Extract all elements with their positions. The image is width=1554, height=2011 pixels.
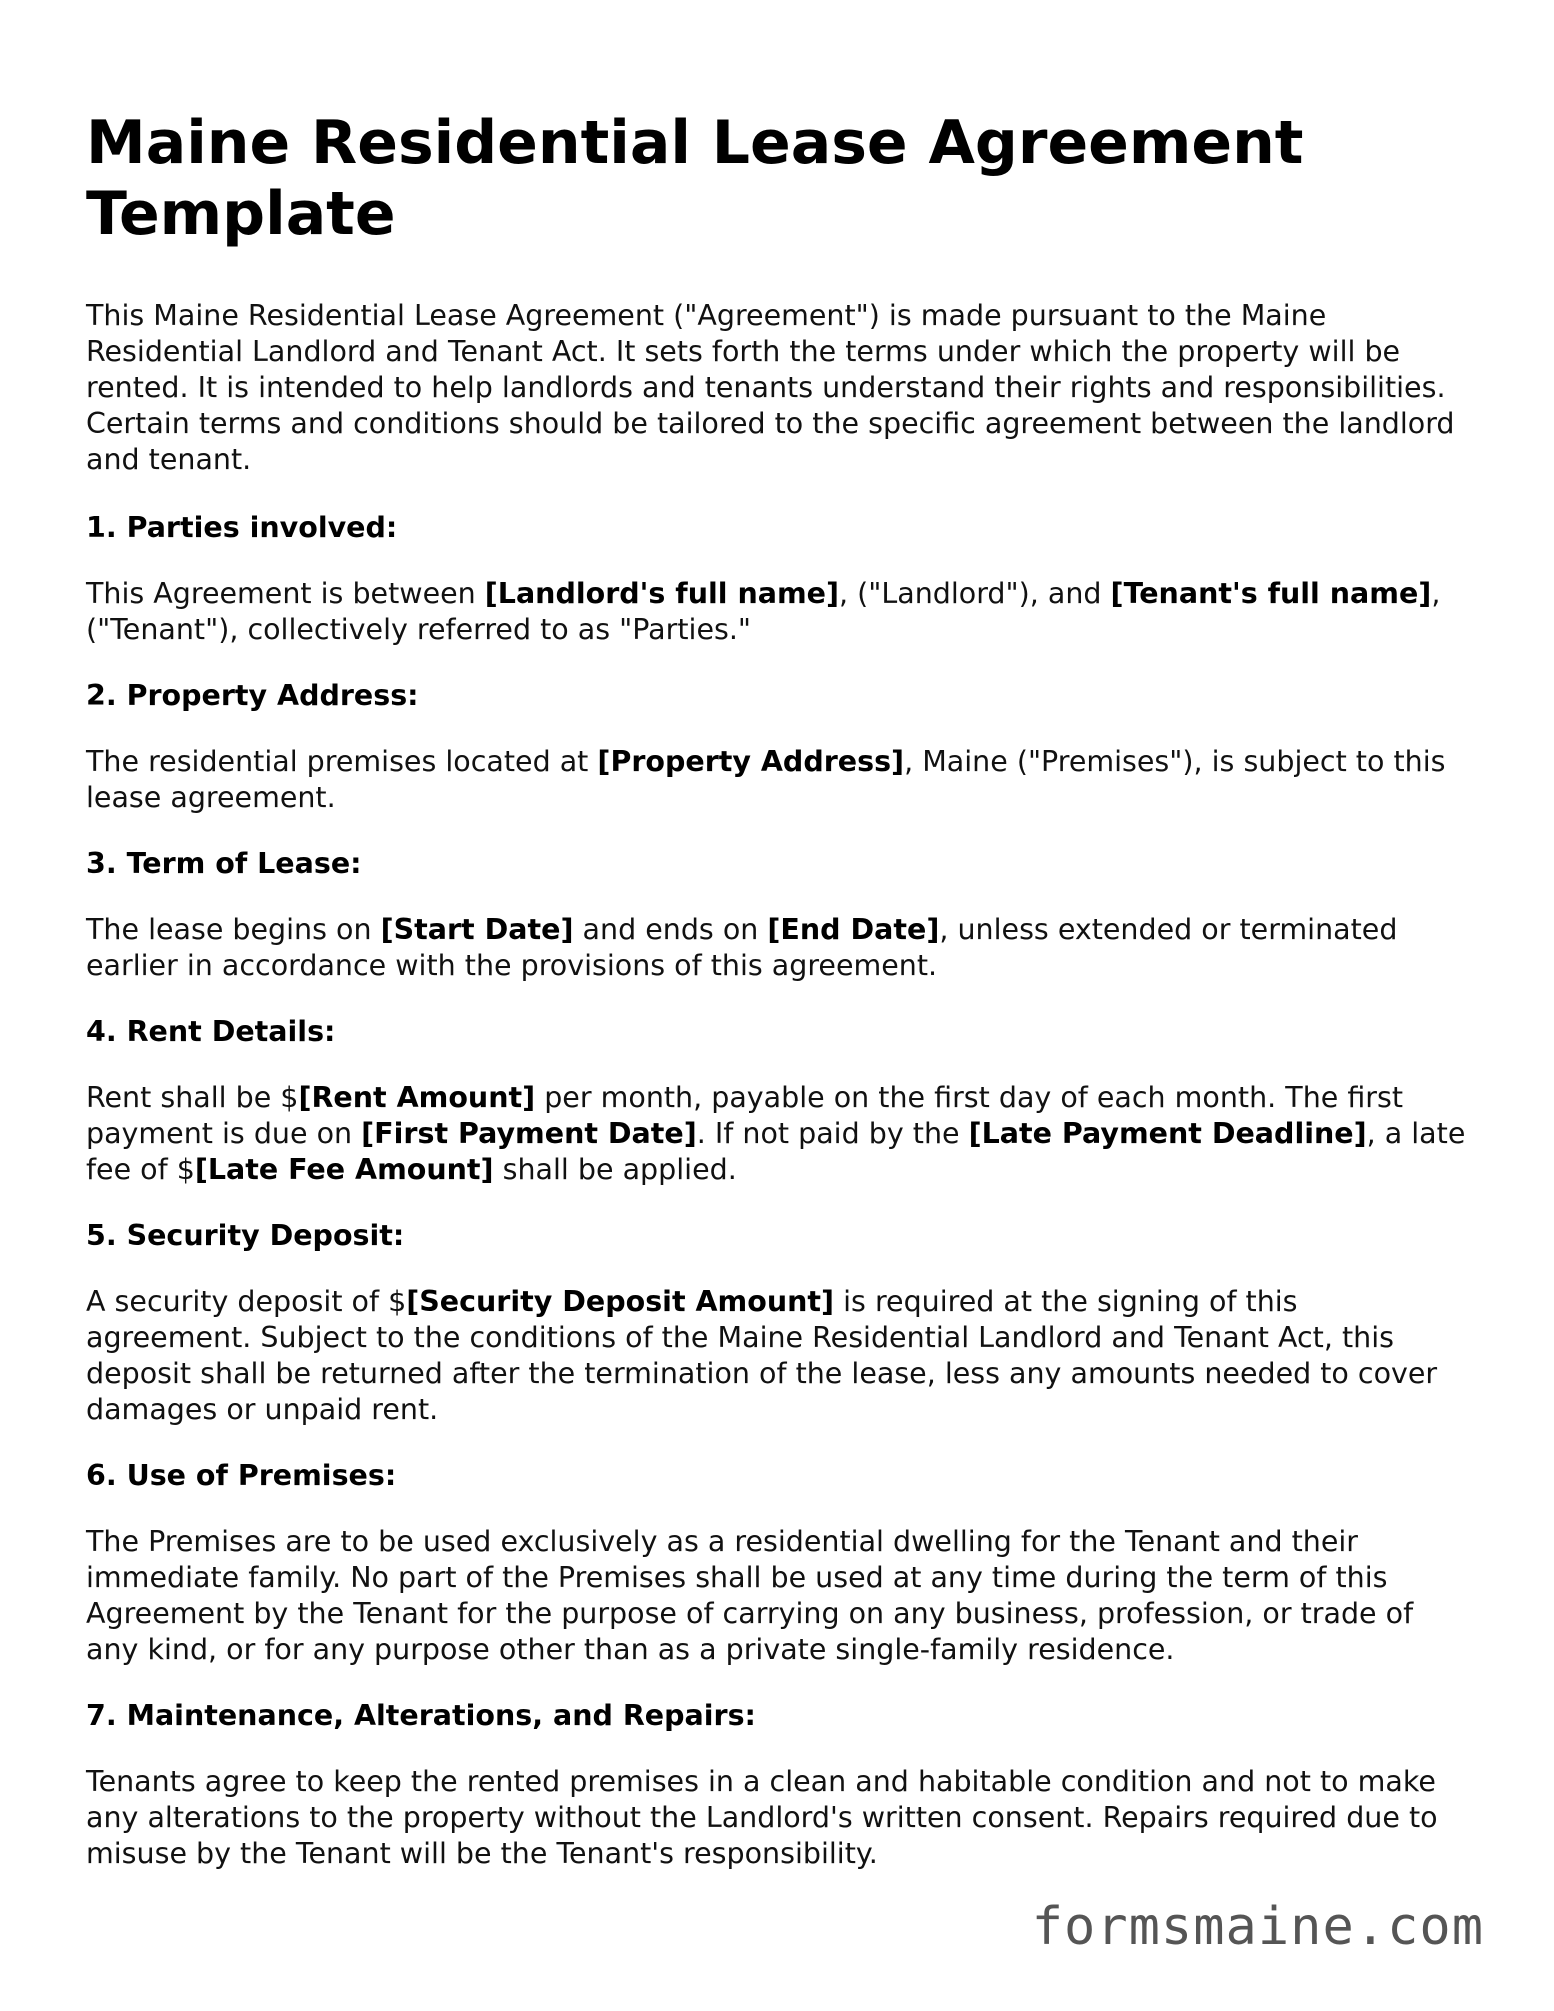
section-heading-maintenance: 7. Maintenance, Alterations, and Repairs: [86,1699,756,1732]
section-heading-property: 2. Property Address: [86,679,419,712]
document-page [86,108,1468,1902]
section-body-parties [86,576,1468,648]
section-heading-parties: 1. Parties involved: [86,511,398,544]
placeholder-end-date: [End Date] [767,913,940,946]
section-heading-use: 6. Use of Premises: [86,1459,397,1492]
placeholder-late-payment-deadline: [Late Payment Deadline] [968,1117,1367,1150]
placeholder-tenant-name: [Tenant's full name] [1110,577,1432,610]
text-span: , Maine ("Premises"), is subject to this lease agreement. [86,745,1446,814]
text-span: A security deposit of $ [86,1285,407,1318]
watermark: formsmaine.com [1031,1897,1484,1957]
intro-paragraph: This Maine Residential Lease Agreement ("Agreement") is made pursuant to the Maine Residential Landlord and Tenant Act. It sets forth the terms under which the property will be rented. It is intended to help landlords and tenants understand their rights and responsibilities. Certain terms and conditions should be tailored to the specific agreement between the landlord and tenant. [86,299,1455,476]
text-span: . If not paid by the [696,1117,969,1150]
section-body-rent [86,1080,1468,1188]
section-body-use: The Premises are to be used exclusively as a residential dwelling for the Tenant and their immediate family. No part of the Premises shall be used at any time during the term of this Agreement by the Tenant for the purpose of carrying on any business, profession, or trade of any kind, or for any purpose other than as a private single-family residence. [86,1525,1414,1666]
section-heading-term: 3. Term of Lease: [86,847,362,880]
section-body-deposit [86,1284,1468,1428]
text-span: shall be applied. [493,1153,737,1186]
placeholder-first-payment-date: [First Payment Date] [361,1117,697,1150]
section-heading-rent: 4. Rent Details: [86,1015,336,1048]
text-span: per month, payable on the first day of each month. The first payment is due on [86,1081,1404,1150]
placeholder-rent-amount: [Rent Amount] [298,1081,536,1114]
page-title: Maine Residential Lease Agreement Template [86,108,1304,249]
section-body-property [86,744,1468,816]
placeholder-late-fee-amount: [Late Fee Amount] [194,1153,494,1186]
text-span: This Agreement is between [86,577,485,610]
text-span: , ("Landlord"), and [839,577,1111,610]
text-span: Rent shall be $ [86,1081,299,1114]
section-body-term [86,912,1468,984]
text-span: is required at the signing of this agreement. Subject to the conditions of the Maine Residential Landlord and Tenant Act, this deposit shall be returned after the termination of the lease, less any amounts needed to cover damages or unpaid rent. [86,1285,1438,1426]
placeholder-landlord-name: [Landlord's full name] [484,577,840,610]
section-heading-deposit: 5. Security Deposit: [86,1219,405,1252]
text-span: The residential premises located at [86,745,598,778]
placeholder-property-address: [Property Address] [597,745,905,778]
placeholder-security-deposit-amount: [Security Deposit Amount] [406,1285,835,1318]
text-span: , unless extended or terminated earlier in accordance with the provisions of this agreement. [86,913,1398,982]
text-span: , a late fee of $ [86,1117,1466,1186]
placeholder-start-date: [Start Date] [380,913,574,946]
text-span: and ends on [573,913,768,946]
section-body-maintenance: Tenants agree to keep the rented premises in a clean and habitable condition and not to make any alterations to the property without the Landlord's written consent. Repairs required due to misuse by the Tenant will be the Tenant's responsibility. [86,1765,1438,1870]
text-span: The lease begins on [86,913,381,946]
text-span: , ("Tenant"), collectively referred to as "Parties." [86,577,1441,646]
